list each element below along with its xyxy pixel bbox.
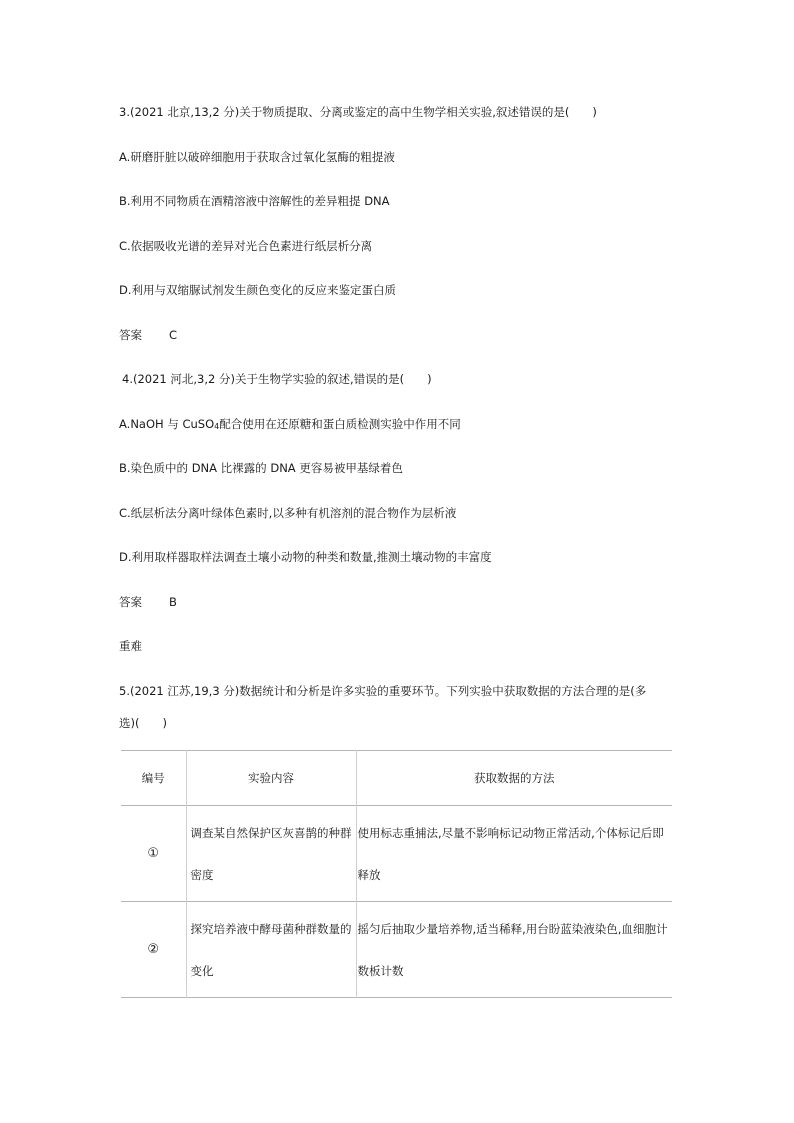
section-label: 重难	[119, 639, 142, 653]
table-row	[121, 902, 672, 998]
row-content: 调查某自然保护区灰喜鹊的种群密度	[186, 806, 356, 902]
q4-option-c: C.纸层析法分离叶绿体色素时,以多种有机溶剂的混合物作为层析液	[119, 506, 457, 520]
table-header-row	[121, 751, 672, 806]
q3-answer-value: C	[169, 328, 178, 342]
q3-stem: 3.(2021 北京,13,2 分)关于物质提取、分离或鉴定的高中生物学相关实验,叙述错误的是( )	[119, 105, 597, 119]
q3-answer	[119, 327, 177, 343]
q5-stem-line1: 5.(2021 江苏,19,3 分)数据统计和分析是许多实验的重要环节。下列实验中获取数据的方法合理的是(多	[119, 684, 647, 698]
q4-answer-label: 答案	[119, 595, 142, 609]
q5-data-table	[121, 750, 672, 998]
row-number: ②	[147, 942, 160, 957]
q3-option-d: D.利用与双缩脲试剂发生颜色变化的反应来鉴定蛋白质	[119, 283, 397, 297]
header-content: 实验内容	[186, 751, 356, 806]
table-row	[121, 806, 672, 902]
row-method: 摇匀后抽取少量培养物,适当稀释,用台盼蓝染液染色,血细胞计数板计数	[356, 902, 672, 998]
q5-stem-line2: 选)( )	[119, 716, 167, 730]
row-content: 探究培养液中酵母菌种群数量的变化	[186, 902, 356, 998]
q4-option-a-prefix: A.NaOH 与 CuSO	[119, 417, 215, 431]
q4-option-b: B.染色质中的 DNA 比裸露的 DNA 更容易被甲基绿着色	[119, 461, 403, 475]
q3-option-b: B.利用不同物质在酒精溶液中溶解性的差异粗提 DNA	[119, 194, 390, 208]
q4-stem: 4.(2021 河北,3,2 分)关于生物学实验的叙述,错误的是( )	[122, 372, 432, 386]
q4-option-a-subscript: 4	[214, 422, 220, 431]
q4-answer-value: B	[169, 595, 177, 609]
q3-option-a: A.研磨肝脏以破碎细胞用于获取含过氧化氢酶的粗提液	[119, 150, 395, 164]
q3-option-c: C.依据吸收光谱的差异对光合色素进行纸层析分离	[119, 239, 373, 253]
header-method: 获取数据的方法	[356, 751, 672, 806]
q4-option-d: D.利用取样器取样法调查土壤小动物的种类和数量,推测土壤动物的丰富度	[119, 550, 492, 564]
header-number: 编号	[141, 771, 165, 785]
q4-option-a	[119, 416, 461, 435]
row-number: ①	[147, 846, 160, 861]
q3-answer-label: 答案	[119, 328, 142, 342]
row-method: 使用标志重捕法,尽量不影响标记动物正常活动,个体标记后即释放	[356, 806, 672, 902]
q4-answer	[119, 594, 177, 610]
q4-option-a-suffix: 配合使用在还原糖和蛋白质检测实验中作用不同	[219, 417, 461, 431]
